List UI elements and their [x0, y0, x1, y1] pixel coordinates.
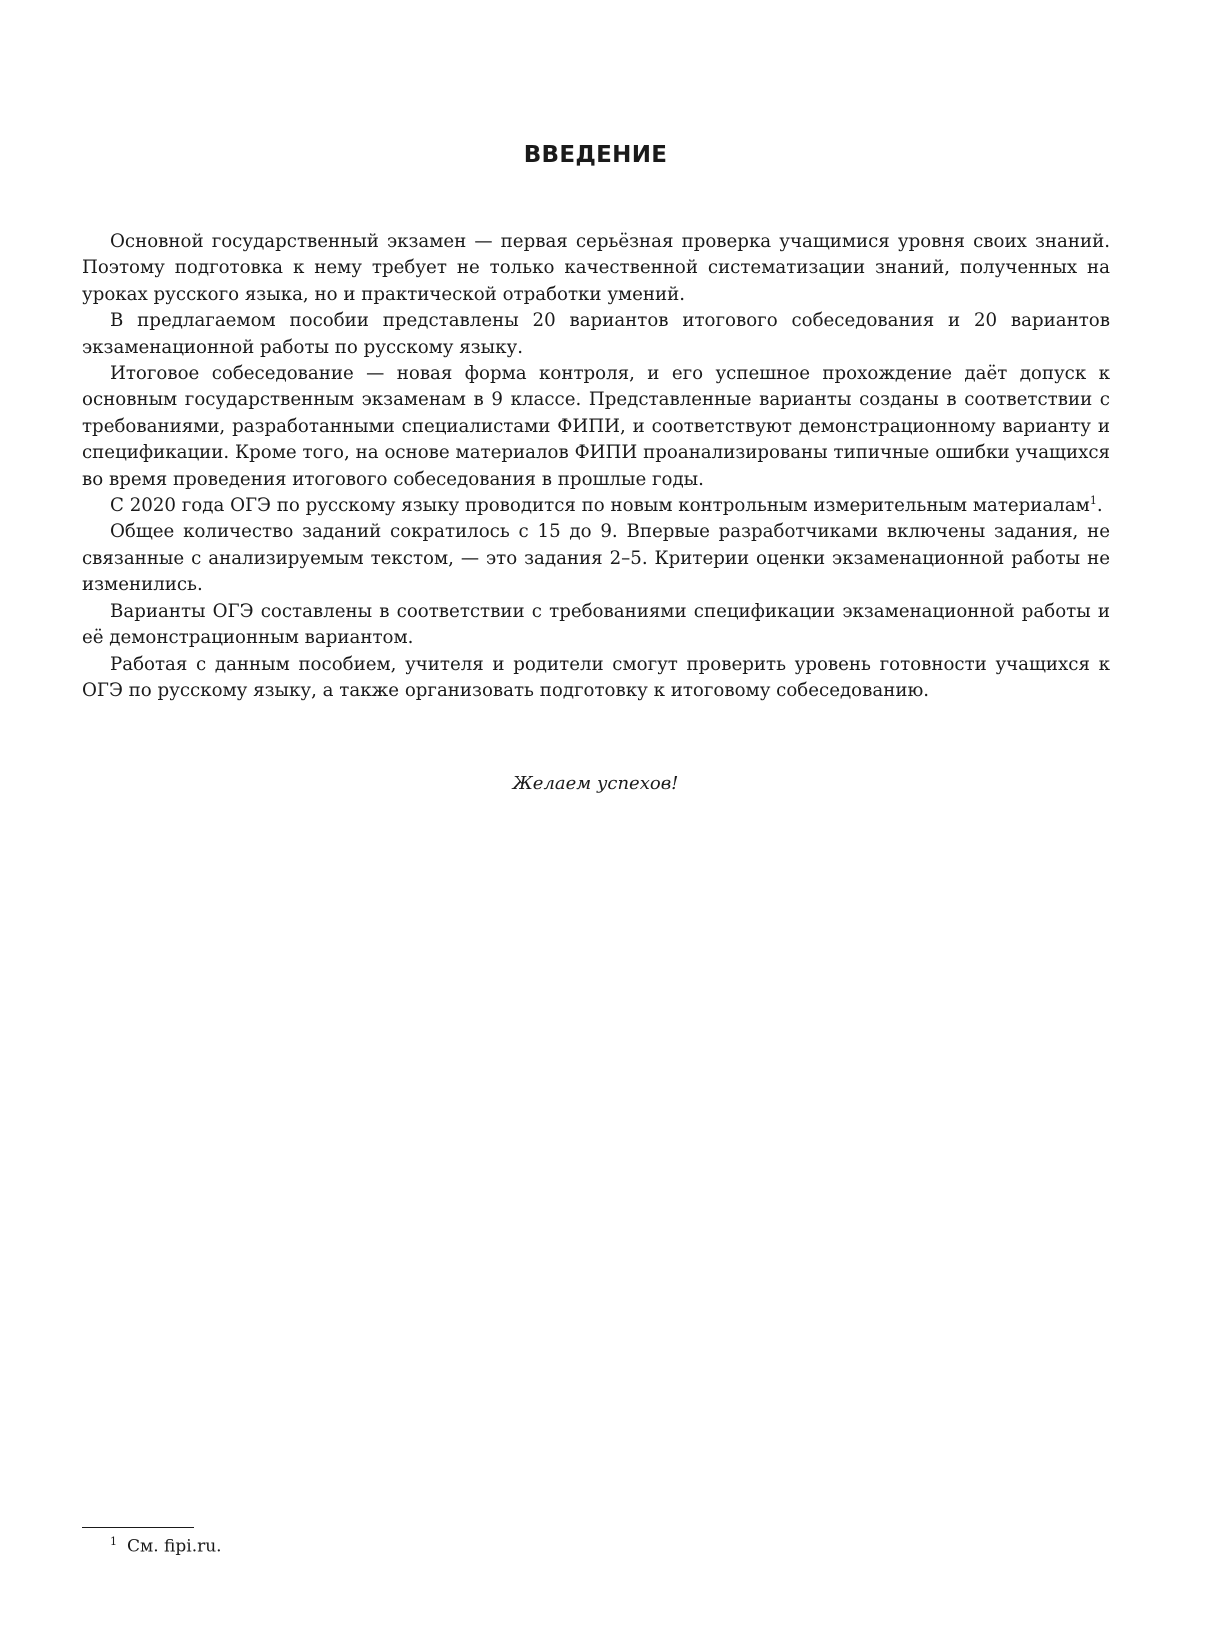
paragraph-4	[82, 493, 1110, 519]
footnote-mark: 1	[110, 1535, 117, 1548]
footnote-text: См. fipi.ru.	[127, 1536, 222, 1557]
footnote	[110, 1535, 222, 1557]
footnote-divider	[82, 1527, 194, 1528]
paragraph-6: Варианты ОГЭ составлены в соответствии с требованиями спецификации экзаменационной работы и её демонстрационным вариантом.	[82, 600, 1110, 649]
footnote-reference: 1	[1089, 494, 1097, 507]
paragraph-5: Общее количество заданий сократилось с 15 до 9. Впервые разработчиками включены задания, не связанные с анализируемым текстом, — это задания 2–5. Критерии оценки экзаменационной работы не изменились.	[82, 521, 1110, 596]
paragraph-7: Работая с данным пособием, учителя и родители смогут проверить уровень готовности учащихся к ОГЭ по русскому языку, а также организовать подготовку к итоговому собеседованию.	[82, 653, 1110, 701]
paragraph-2: В предлагаемом пособии представлены 20 вариантов итогового собеседования и 20 вариантов экзаменационной работы по русскому языку.	[82, 310, 1110, 358]
paragraph-1: Основной государственный экзамен — первая серьёзная проверка учащимися уровня своих знаний. Поэтому подготовка к нему требует не только качественной систематизации знаний, полученных на уроках русского языка, но и практической отработки умений.	[82, 231, 1110, 305]
body-text	[82, 229, 1110, 704]
page-title: ВВЕДЕНИЕ	[523, 142, 668, 168]
closing-wish: Желаем успехов!	[512, 773, 679, 794]
paragraph-3: Итоговое собеседование — новая форма контроля, и его успешное прохождение даёт допуск к основным государственным экзаменам в 9 классе. Представленные варианты созданы в соответствии с требованиями, разработанными специалистами ФИПИ, и соответствуют демонстрационному варианту и спецификации. Кроме того, на основе материалов ФИПИ проанализированы типичные ошибки учащихся во время проведения итогового собеседования в прошлые годы.	[82, 363, 1110, 490]
paragraph-4-text: С 2020 года ОГЭ по русскому языку проводится по новым контрольным измерительным материалам	[110, 495, 1090, 517]
paragraph-4-end: .	[1096, 495, 1103, 517]
